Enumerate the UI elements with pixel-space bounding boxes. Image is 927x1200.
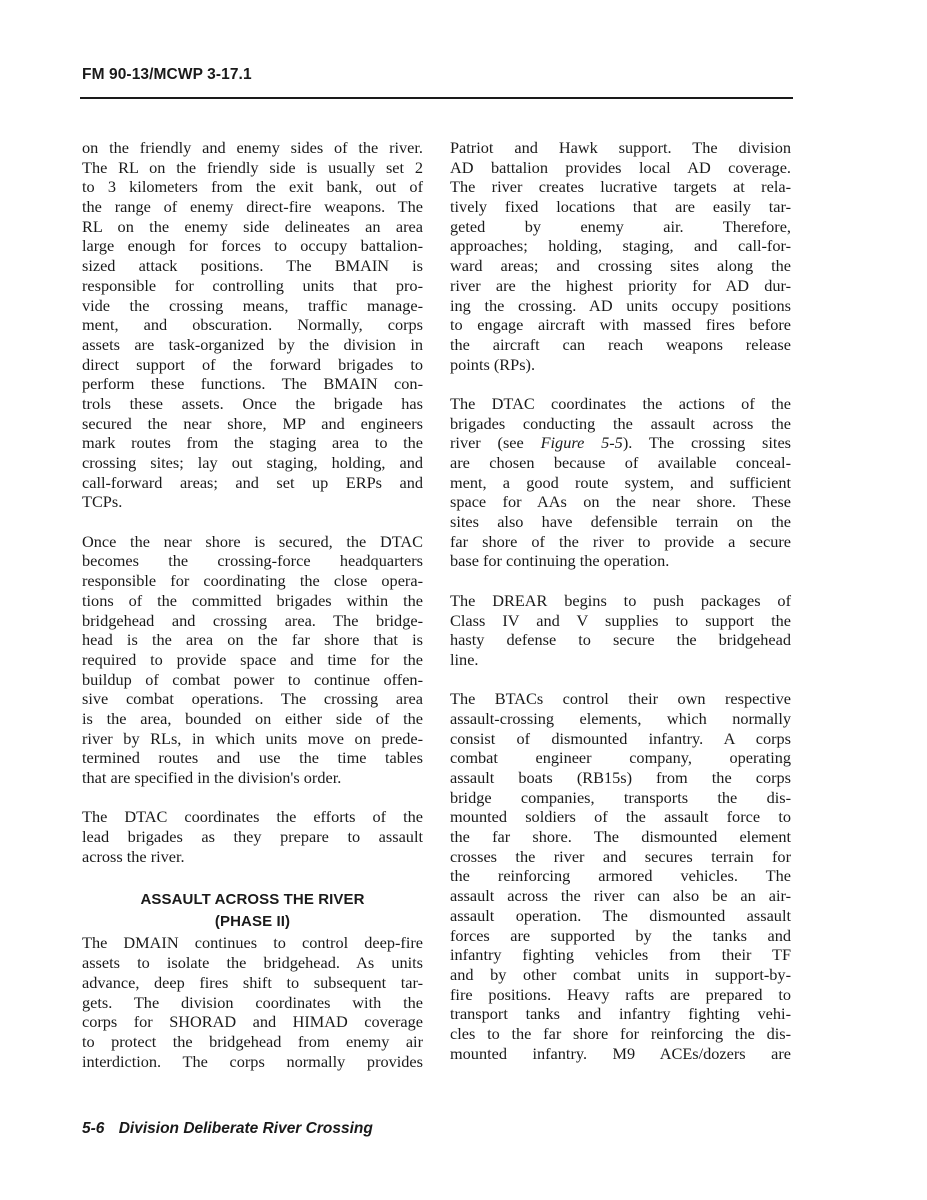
text-line: responsible for controlling units that pro- xyxy=(82,275,423,295)
text-line: The RL on the friendly side is usually set 2 xyxy=(82,157,423,177)
text-line: river by RLs, in which units move on prede- xyxy=(82,728,423,748)
text-line: mounted infantry. M9 ACEs/dozers are xyxy=(450,1043,791,1063)
text-line: the range of enemy direct-fire weapons. The xyxy=(82,197,423,217)
right-column xyxy=(450,138,791,1063)
text-line: combat engineer company, operating xyxy=(450,748,791,768)
text-line: gets. The division coordinates with the xyxy=(82,992,423,1012)
text-line: mounted soldiers of the assault force to xyxy=(450,807,791,827)
text-line: ment, a good route system, and sufficient xyxy=(450,472,791,492)
text-line: to 3 kilometers from the exit bank, out of xyxy=(82,177,423,197)
text-line: corps for SHORAD and HIMAD coverage xyxy=(82,1012,423,1032)
text-line: sive combat operations. The crossing area xyxy=(82,689,423,709)
text-line: on the friendly and enemy sides of the river. xyxy=(82,138,423,157)
text-line: trols these assets. Once the brigade has xyxy=(82,393,423,413)
text-line: ward areas; and crossing sites along the xyxy=(450,256,791,276)
text-line: The DREAR begins to push packages of xyxy=(450,590,791,610)
text-line: to engage aircraft with massed fires before xyxy=(450,315,791,335)
text-line: bridge companies, transports the dis- xyxy=(450,787,791,807)
text-line: the reinforcing armored vehicles. The xyxy=(450,866,791,886)
text-line: across the river. xyxy=(82,846,185,866)
text-line: Patriot and Hawk support. The division xyxy=(450,138,791,157)
text-line: transport tanks and infantry fighting vehi- xyxy=(450,1004,791,1024)
chapter-title: Division Deliberate River Crossing xyxy=(118,1120,373,1137)
text-line: interdiction. The corps normally provides xyxy=(82,1051,423,1071)
paragraph xyxy=(450,591,791,670)
text-line: TCPs. xyxy=(82,492,123,512)
text-line: assault across the river can also be an air- xyxy=(450,886,791,906)
text-line: AD battalion provides local AD coverage. xyxy=(450,157,791,177)
text-line: sized attack positions. The BMAIN is xyxy=(82,256,423,276)
running-footer xyxy=(82,1120,373,1138)
page-number: 5-6 xyxy=(82,1120,105,1137)
text-line: approaches; holding, staging, and call-for- xyxy=(450,236,791,256)
text-line: tively fixed locations that are easily tar- xyxy=(450,197,791,217)
figure-reference-link[interactable]: Figure 5-5 xyxy=(540,433,623,453)
paragraph xyxy=(450,689,791,1063)
text-line: assault-crossing elements, which normally xyxy=(450,708,791,728)
text-line: and by other combat units in support-by- xyxy=(450,964,791,984)
paragraph xyxy=(82,138,423,512)
text-line: sites also have defensible terrain on the xyxy=(450,512,791,532)
text-line: far shore of the river to provide a secure xyxy=(450,531,791,551)
text-line: assets to isolate the bridgehead. As units xyxy=(82,953,423,973)
text-line: perform these functions. The BMAIN con- xyxy=(82,374,423,394)
text-line: The DTAC coordinates the efforts of the xyxy=(82,807,423,827)
text-line: space for AAs on the near shore. These xyxy=(450,492,791,512)
paragraph xyxy=(82,807,423,866)
text-line: line. xyxy=(450,649,479,669)
text-line: assets are task-organized by the division in xyxy=(82,334,423,354)
text-line: base for continuing the operation. xyxy=(450,551,670,571)
paragraph xyxy=(82,532,423,788)
header-rule xyxy=(80,97,793,99)
text-line: forces are supported by the tanks and xyxy=(450,925,791,945)
text-line: RL on the enemy side delineates an area xyxy=(82,216,423,236)
text-line: the far shore. The dismounted element xyxy=(450,827,791,847)
text-line: crosses the river and secures terrain for xyxy=(450,846,791,866)
text-line: assault boats (RB15s) from the corps xyxy=(450,768,791,787)
paragraph xyxy=(450,138,791,374)
section-heading: ASSAULT ACROSS THE RIVER xyxy=(140,891,365,909)
text-line: ment, and obscuration. Normally, corps xyxy=(82,315,423,335)
paragraph-figure-ref xyxy=(450,394,791,571)
text-line: points (RPs). xyxy=(450,354,536,374)
text-line: The DTAC coordinates the actions of the xyxy=(450,393,791,413)
text-line: cles to the far shore for reinforcing the dis- xyxy=(450,1023,791,1043)
running-header: FM 90-13/MCWP 3-17.1 xyxy=(82,66,252,83)
text-line: to protect the bridgehead from enemy air xyxy=(82,1031,423,1051)
text-line: river are the highest priority for AD dur- xyxy=(450,275,791,295)
text-line: brigades conducting the assault across the xyxy=(450,413,791,433)
text-line: consist of dismounted infantry. A corps xyxy=(450,728,791,748)
text-line: direct support of the forward brigades to xyxy=(82,354,423,374)
text-line: crossing sites; lay out staging, holding, and xyxy=(82,453,423,472)
text-line: Class IV and V supplies to support the xyxy=(450,610,791,630)
text-line: hasty defense to secure the bridgehead xyxy=(450,630,791,650)
text-line: assault operation. The dismounted assault xyxy=(450,905,791,925)
section-heading-phase: (PHASE II) xyxy=(214,913,291,931)
text-line: are chosen because of available conceal- xyxy=(450,453,791,472)
text-line: the aircraft can reach weapons release xyxy=(450,334,791,354)
text-line: that are specified in the division's order. xyxy=(82,768,342,787)
paragraph xyxy=(82,933,423,1071)
text-line: fire positions. Heavy rafts are prepared to xyxy=(450,984,791,1004)
text-line: bridgehead and crossing area. The bridge- xyxy=(82,610,423,630)
text-line: The BTACs control their own respective xyxy=(450,689,791,709)
text-line: call-forward areas; and set up ERPs and xyxy=(82,472,423,492)
text-line: The river creates lucrative targets at rela- xyxy=(450,177,791,197)
text-line: required to provide space and time for the xyxy=(82,649,423,669)
text-line: river (see Figure 5-5). The crossing sites xyxy=(450,433,792,453)
left-column xyxy=(82,138,423,1071)
text-line: head is the area on the far shore that is xyxy=(82,630,423,650)
text-line: buildup of combat power to continue offen- xyxy=(82,669,423,689)
text-line: infantry fighting vehicles from their TF xyxy=(450,945,791,965)
text-line: advance, deep fires shift to subsequent tar- xyxy=(82,972,423,992)
text-line: termined routes and use the time tables xyxy=(82,748,423,768)
text-line: mark routes from the staging area to the xyxy=(82,433,423,453)
text-line: vide the crossing means, traffic manage- xyxy=(82,295,423,315)
text-line: is the area, bounded on either side of the xyxy=(82,708,423,728)
text-line: ing the crossing. AD units occupy positions xyxy=(450,295,791,315)
text-line: secured the near shore, MP and engineers xyxy=(82,413,423,433)
text-line: large enough for forces to occupy battalion- xyxy=(82,236,423,256)
text-line: tions of the committed brigades within the xyxy=(82,590,423,610)
text-line: geted by enemy air. Therefore, xyxy=(450,216,791,236)
text-line: becomes the crossing-force headquarters xyxy=(82,551,423,571)
text-line: lead brigades as they prepare to assault xyxy=(82,827,423,847)
text-line: The DMAIN continues to control deep-fire xyxy=(82,933,423,953)
text-line: responsible for coordinating the close opera- xyxy=(82,571,423,591)
text-line: Once the near shore is secured, the DTAC xyxy=(82,531,423,551)
